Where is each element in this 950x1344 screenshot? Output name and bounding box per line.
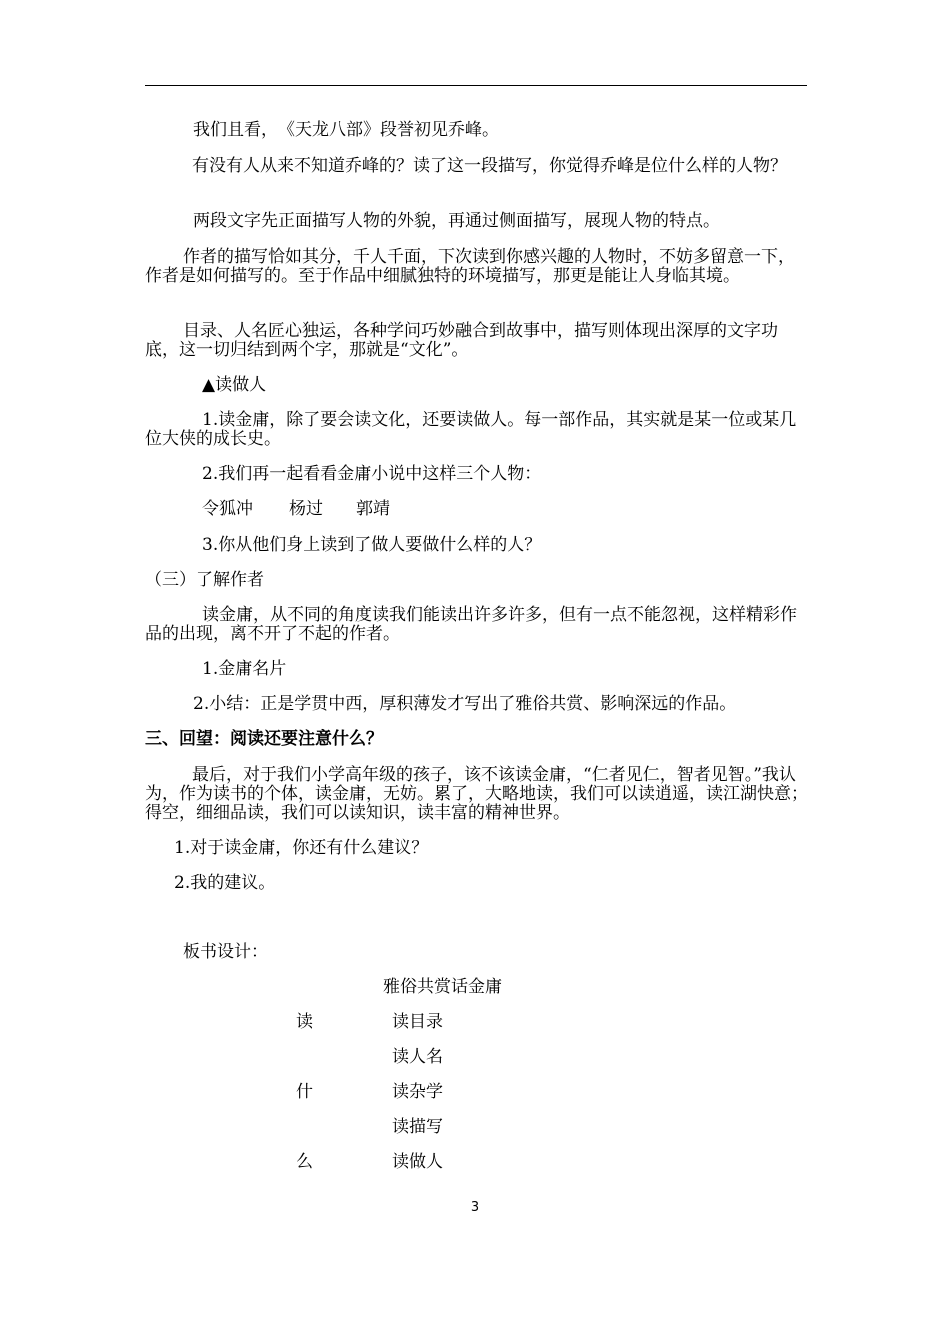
character-linghuchong: 令狐冲 [202,499,253,519]
character-yangguo: 杨过 [289,499,323,519]
heading-read-person: ▲读做人 [202,375,267,395]
board-right-2: 读人名 [392,1047,443,1067]
board-right-5: 读做人 [392,1152,443,1172]
board-left-1: 读 [296,1012,313,1032]
paragraph-two-descriptions: 两段文字先正面描写人物的外貌，再通过侧面描写，展现人物的特点。 [193,211,720,231]
heading-know-author: （三）了解作者 [145,570,264,590]
question-2: 2.我的建议。 [174,873,276,893]
paragraph-conclusion: 最后，对于我们小学高年级的孩子，该不该读金庸，“仁者见仁，智者见智。”我认为，作为读书的个体，读金庸，无妨。累了，大略地读，我们可以读逍遥，读江湖快意；得空，细细品读，我们可以读知识，读丰富的精神世界。 [145,765,808,823]
board-title: 雅俗共赏话金庸 [383,977,502,997]
board-right-4: 读描写 [392,1117,443,1137]
item-author-2: 2.小结：正是学贯中西，厚积薄发才写出了雅俗共赏、影响深远的作品。 [193,694,737,714]
page-number: 3 [470,1200,480,1215]
paragraph-author-description: 作者的描写恰如其分，千人千面，下次读到你感兴趣的人物时，不妨多留意一下，作者是如何描写的。至于作品中细腻独特的环境描写，那更是能让人身临其境。 [145,247,795,286]
board-left-3: 么 [296,1152,313,1172]
item-read-person-1: 1.读金庸，除了要会读文化，还要读做人。每一部作品，其实就是某一位或某几位大侠的成长史。 [145,410,797,449]
item-read-person-3: 3.你从他们身上读到了做人要做什么样的人？ [202,535,542,555]
character-guojing: 郭靖 [356,499,390,519]
paragraph-tianlong: 我们且看， 《天龙八部》段誉初见乔峰。 [193,120,499,140]
paragraph-qiaofeng-question: 有没有人从来不知道乔峰的？读了这一段描写，你觉得乔峰是位什么样的人物？ [192,156,787,176]
item-read-person-2: 2.我们再一起看看金庸小说中这样三个人物： [202,464,542,484]
board-left-2: 什 [296,1082,313,1102]
header-rule [145,85,807,86]
board-right-3: 读杂学 [392,1082,443,1102]
paragraph-author: 读金庸，从不同的角度读我们能读出许多许多，但有一点不能忽视，这样精彩作品的出现，离不开了不起的作者。 [145,605,797,644]
question-1: 1.对于读金庸，你还有什么建议？ [174,838,429,858]
heading-section-3: 三、回望：阅读还要注意什么？ [145,729,383,749]
item-author-1: 1.金庸名片 [202,659,287,679]
paragraph-culture: 目录、人名匠心独运，各种学问巧妙融合到故事中，描写则体现出深厚的文字功底，这一切归结到两个字，那就是“文化”。 [145,321,778,360]
board-right-1: 读目录 [392,1012,443,1032]
board-label: 板书设计： [183,942,268,962]
